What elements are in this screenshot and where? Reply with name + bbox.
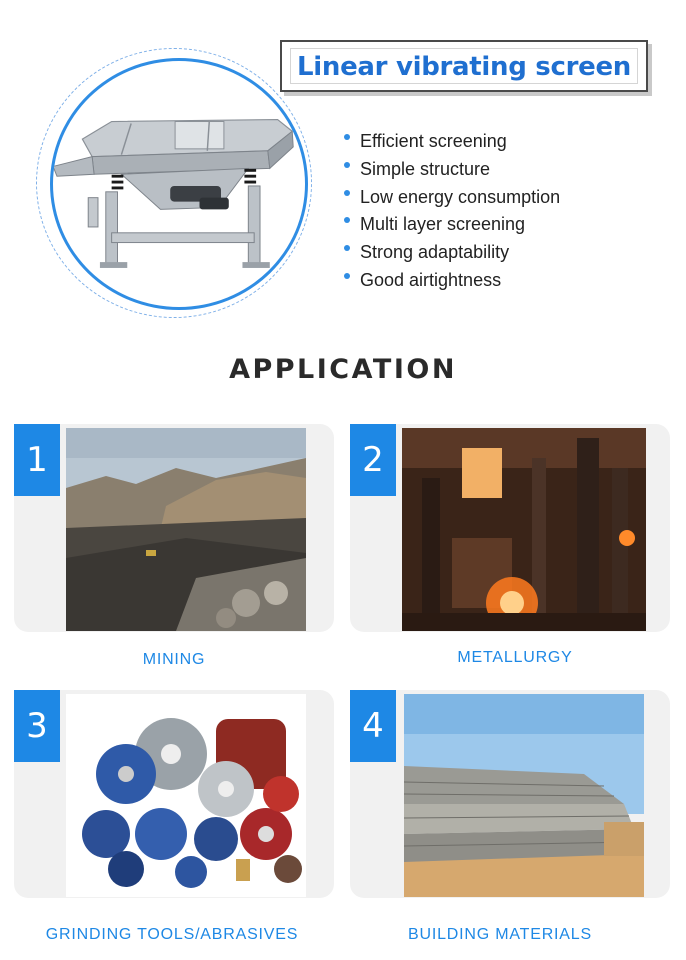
caption-grinding-tools: GRINDING TOOLS/ABRASIVES: [45, 926, 299, 943]
application-card-grinding-tools: [14, 690, 334, 898]
metallurgy-photo-image: [402, 428, 646, 631]
application-card-building-materials: [350, 690, 670, 898]
application-card-mining: [14, 424, 334, 632]
grinding-tools-photo: [66, 694, 306, 897]
linear-vibrating-screen-machine-image: [53, 61, 305, 307]
bullet-dot-icon: [344, 245, 350, 251]
feature-item: Good airtightness: [340, 267, 560, 295]
card-number: 3: [14, 690, 60, 762]
caption-mining: MINING: [142, 651, 206, 668]
card-number: 1: [14, 424, 60, 496]
feature-item: Multi layer screening: [340, 211, 560, 239]
bullet-dot-icon: [344, 217, 350, 223]
feature-item: Low energy consumption: [340, 184, 560, 212]
application-card-metallurgy: [350, 424, 670, 632]
bullet-dot-icon: [344, 273, 350, 279]
bullet-dot-icon: [344, 190, 350, 196]
feature-item: Simple structure: [340, 156, 560, 184]
feature-item: Strong adaptability: [340, 239, 560, 267]
mining-photo-image: [66, 428, 306, 631]
metallurgy-photo: [402, 428, 646, 631]
mining-photo: [66, 428, 306, 631]
application-heading: APPLICATION: [229, 354, 457, 385]
caption-building-materials: BUILDING MATERIALS: [408, 926, 592, 943]
building-materials-photo-image: [404, 694, 644, 897]
building-materials-photo: [404, 694, 644, 897]
caption-metallurgy: METALLURGY: [457, 649, 573, 666]
product-title: Linear vibrating screen: [297, 52, 631, 82]
bullet-dot-icon: [344, 134, 350, 140]
product-image-circle: [50, 58, 308, 310]
card-number: 2: [350, 424, 396, 496]
card-number: 4: [350, 690, 396, 762]
bullet-dot-icon: [344, 162, 350, 168]
feature-list: [340, 128, 560, 295]
feature-item: Efficient screening: [340, 128, 560, 156]
product-title-box: [280, 40, 648, 92]
grinding-tools-photo-image: [66, 694, 306, 897]
